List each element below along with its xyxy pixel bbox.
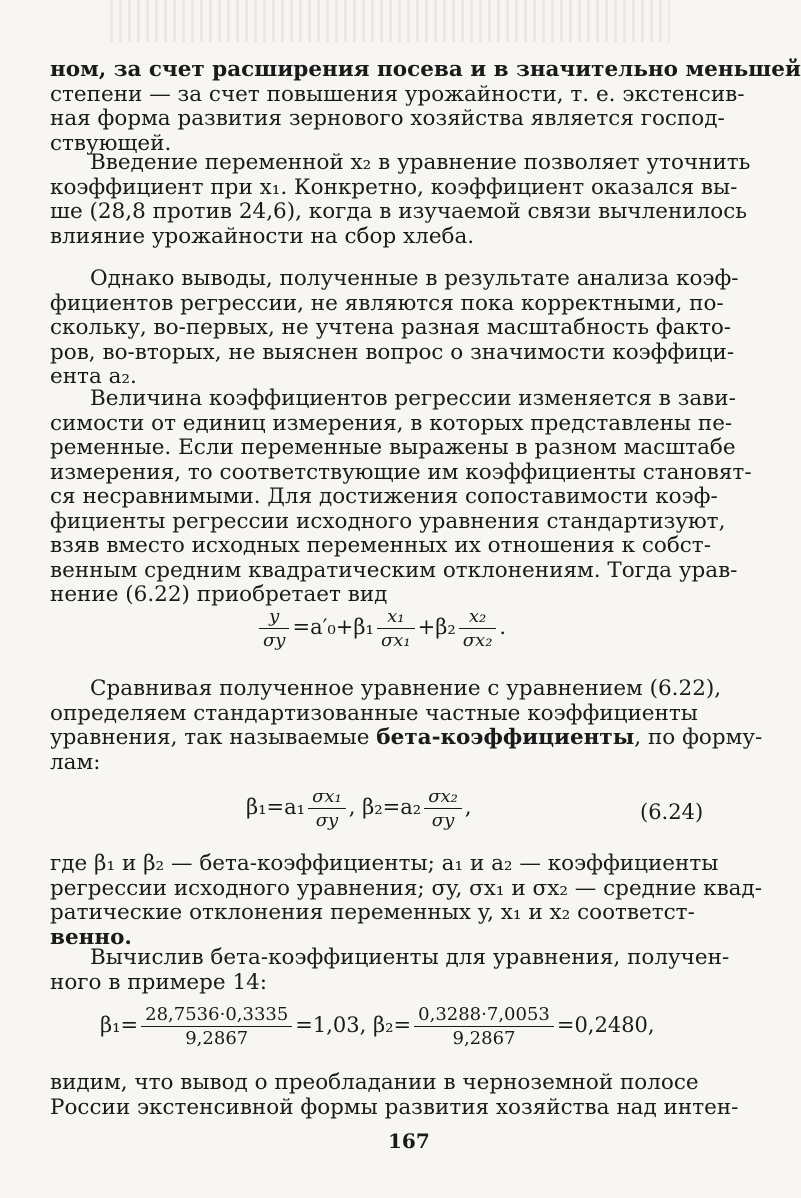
formula-term: , xyxy=(464,795,472,819)
formula-term: σx₂ xyxy=(462,630,493,651)
formula-term: 9,2867 xyxy=(452,1028,516,1049)
text-line: ременные. Если переменные выражены в разном масштабе xyxy=(50,435,736,460)
text-line: коэффициент при x₁. Конкретно, коэффициент оказался вы- xyxy=(50,174,738,200)
text-line: ная форма развития зернового хозяйства является господ- xyxy=(50,106,725,131)
formula-beta-calculation xyxy=(100,1004,655,1049)
text-line: ента a₂. xyxy=(50,364,137,389)
text-line: определяем стандартизованные частные коэффициенты xyxy=(50,700,698,726)
text-line: влияние урожайности на сбор хлеба. xyxy=(50,223,475,249)
text-run: , по форму- xyxy=(634,725,763,750)
text-line: Величина коэффициентов регрессии изменяется в зави- xyxy=(90,386,736,411)
formula-beta-coefficients xyxy=(246,786,472,831)
page-number: 167 xyxy=(388,1129,430,1153)
text-line: скольку, во-первых, не учтена разная масштабность факто- xyxy=(50,315,732,340)
formula-term: σy xyxy=(263,630,286,651)
text-line: фициентов регрессии, не являются пока корректными, по- xyxy=(50,290,724,316)
equation-number: (6.24) xyxy=(640,800,704,824)
paragraph-8 xyxy=(50,1070,739,1120)
text-line: видим, что вывод о преобладании в черноземной полосе xyxy=(50,1070,699,1095)
text-line: симости от единиц измерения, в которых представлены пе- xyxy=(50,410,733,436)
text-line: регрессии исходного уравнения; σy, σx₁ и σx₂ — средние квад- xyxy=(50,875,762,901)
text-line: взяв вместо исходных переменных их отношения к собст- xyxy=(50,533,711,558)
formula-term: =a′₀+β₁ xyxy=(292,615,374,639)
formula-term: x₂ xyxy=(459,606,497,629)
formula-term: , β₂=a₂ xyxy=(348,795,422,819)
formula-term: β₁=a₁ xyxy=(246,795,306,819)
text-line: нение (6.22) приобретает вид xyxy=(50,582,388,607)
text-line: Сравнивая полученное уравнение с уравнением (6.22), xyxy=(90,676,722,701)
formula-term: σx₁ xyxy=(308,786,346,809)
term-bold: бета-коэффициенты xyxy=(376,725,635,750)
text-line: венным средним квадратическим отклонениям. Тогда урав- xyxy=(50,557,738,583)
formula-term: =1,03, β₂= xyxy=(295,1013,412,1037)
text-run: уравнения, так называемые xyxy=(50,725,377,750)
formula-term: x₁ xyxy=(377,606,415,629)
formula-term: σx₁ xyxy=(380,630,411,651)
formula-term: =0,2480, xyxy=(556,1013,655,1037)
text-line: где β₁ и β₂ — бета-коэффициенты; a₁ и a₂ — коэффициенты xyxy=(50,851,719,876)
paragraph-7 xyxy=(50,945,730,995)
text-line: ше (28,8 против 24,6), когда в изучаемой связи вычленилось xyxy=(50,199,747,224)
formula-term: 0,3288·7,0053 xyxy=(414,1004,554,1027)
formula-term: σy xyxy=(431,810,455,831)
text-line: ров, во-вторых, не выяснен вопрос о значимости коэффици- xyxy=(50,339,735,365)
formula-standardized-equation xyxy=(256,606,506,651)
scan-noise xyxy=(110,0,670,42)
paragraph-3 xyxy=(50,266,739,390)
text-line: Вычислив бета-коэффициенты для уравнения, получен- xyxy=(90,945,730,970)
formula-term: σx₂ xyxy=(424,786,462,809)
formula-term: β₁= xyxy=(100,1013,139,1037)
text-line: степени — за счет повышения урожайности, т. е. экстенсив- xyxy=(50,81,745,107)
formula-term: 9,2867 xyxy=(185,1028,249,1049)
paragraph-1 xyxy=(50,57,801,156)
formula-term: +β₂ xyxy=(417,615,456,639)
text-line: измерения, то соответствующие им коэффициенты становят- xyxy=(50,459,752,485)
text-line: Введение переменной x₂ в уравнение позволяет уточнить xyxy=(90,150,751,175)
formula-term: 28,7536·0,3335 xyxy=(141,1004,292,1027)
text-line: ся несравнимыми. Для достижения сопоставимости коэф- xyxy=(50,484,718,509)
text-line: ном, за счет расширения посева и в значительно меньшей xyxy=(50,57,801,82)
text-line: России экстенсивной формы развития хозяйства над интен- xyxy=(50,1094,739,1120)
text-line: ного в примере 14: xyxy=(50,969,268,995)
text-line: ствующей. xyxy=(50,130,172,156)
text-line: Однако выводы, полученные в результате анализа коэф- xyxy=(90,266,739,291)
text-line: венно. xyxy=(50,924,132,950)
formula-term: y xyxy=(259,606,289,629)
formula-term: σy xyxy=(315,810,339,831)
text-line: фициенты регрессии исходного уравнения стандартизуют, xyxy=(50,508,726,534)
paragraph-2 xyxy=(50,150,751,249)
formula-term: . xyxy=(499,615,507,639)
text-line: ратические отклонения переменных y, x₁ и x₂ соответст- xyxy=(50,900,695,925)
paragraph-5 xyxy=(50,676,763,775)
paragraph-6 xyxy=(50,851,762,950)
paragraph-4 xyxy=(50,386,752,608)
text-line: лам: xyxy=(50,749,101,775)
